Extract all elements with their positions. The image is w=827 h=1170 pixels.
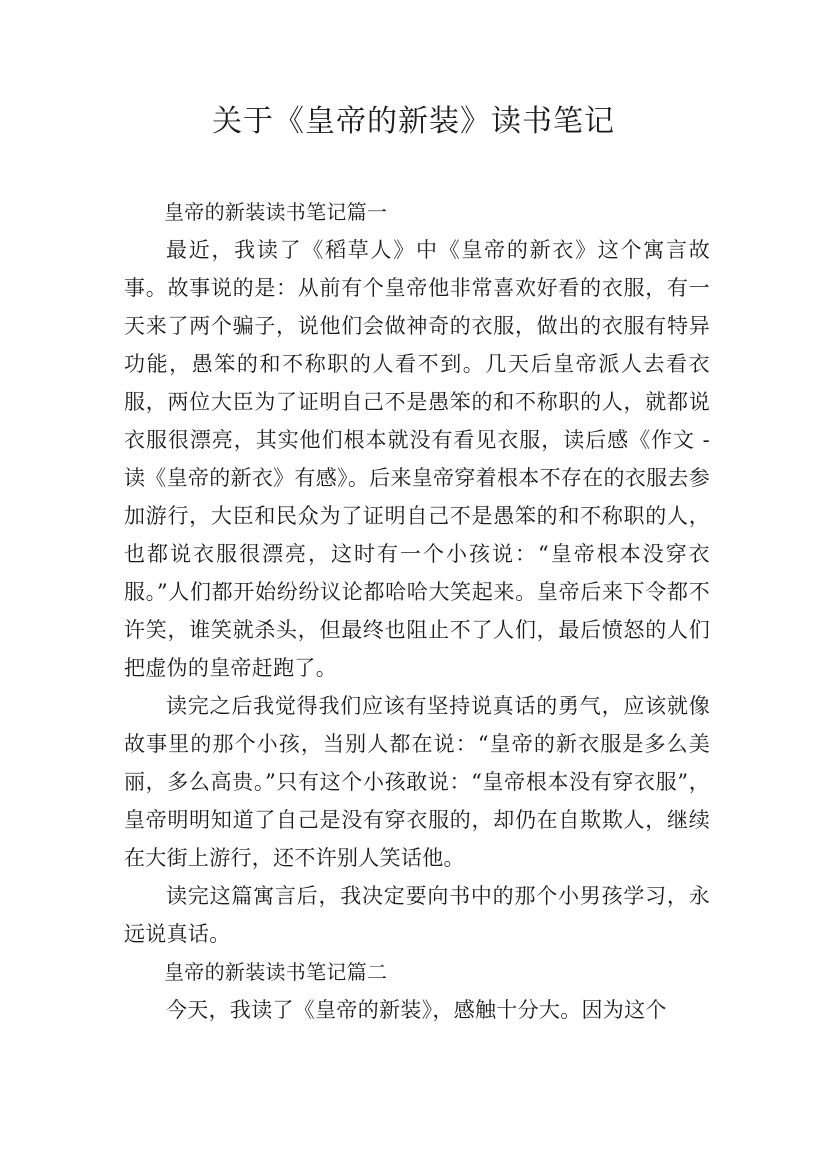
document-title: 关于《皇帝的新装》读书笔记 — [212, 104, 615, 139]
section-heading: 皇帝的新装读书笔记篇一 — [164, 200, 388, 224]
section-heading: 皇帝的新装读书笔记篇二 — [164, 960, 388, 984]
paragraph: 最近，我读了《稻草人》中《皇帝的新衣》这个寓言故事。故事说的是：从前有个皇帝他非常喜欢好看的衣服，有一天来了两个骗子，说他们会做神奇的衣服，做出的衣服有特异功能，愚笨的和不称职的人看不到。几天后皇帝派人去看衣服，两位大臣为了证明自己不是愚笨的和不称职的人，就都说衣服很漂亮，其实他们根本就没有看见衣服，读后感《作文 -读《皇帝的新衣》有感》。后来皇帝穿着根本不存在的衣服去参加游行，大臣和民众为了证明自己不是愚笨的和不称职的人，也都说衣服很漂亮，这时有一个小孩说：“皇帝根本没穿衣服。”人们都开始纷纷议论都哈哈大笑起来。皇帝后来下令都不许笑，谁笑就杀头，但最终也阻止不了人们，最后愤怒的人们把虚伪的皇帝赶跑了。 — [124, 238, 710, 680]
paragraph: 读完之后我觉得我们应该有坚持说真话的勇气，应该就像故事里的那个小孩，当别人都在说：“皇帝的新衣服是多么美丽，多么高贵。”只有这个小孩敢说：“皇帝根本没有穿衣服”，皇帝明明知道了自己是没有穿衣服的，却仍在自欺欺人，继续在大街上游行，还不许别人笑话他。 — [124, 694, 710, 870]
paragraph: 今天，我读了《皇帝的新装》，感触十分大。因为这个 — [166, 998, 667, 1022]
paragraph: 读完这篇寓言后，我决定要向书中的那个小男孩学习，永远说真话。 — [124, 884, 710, 946]
document-body — [124, 193, 710, 1029]
